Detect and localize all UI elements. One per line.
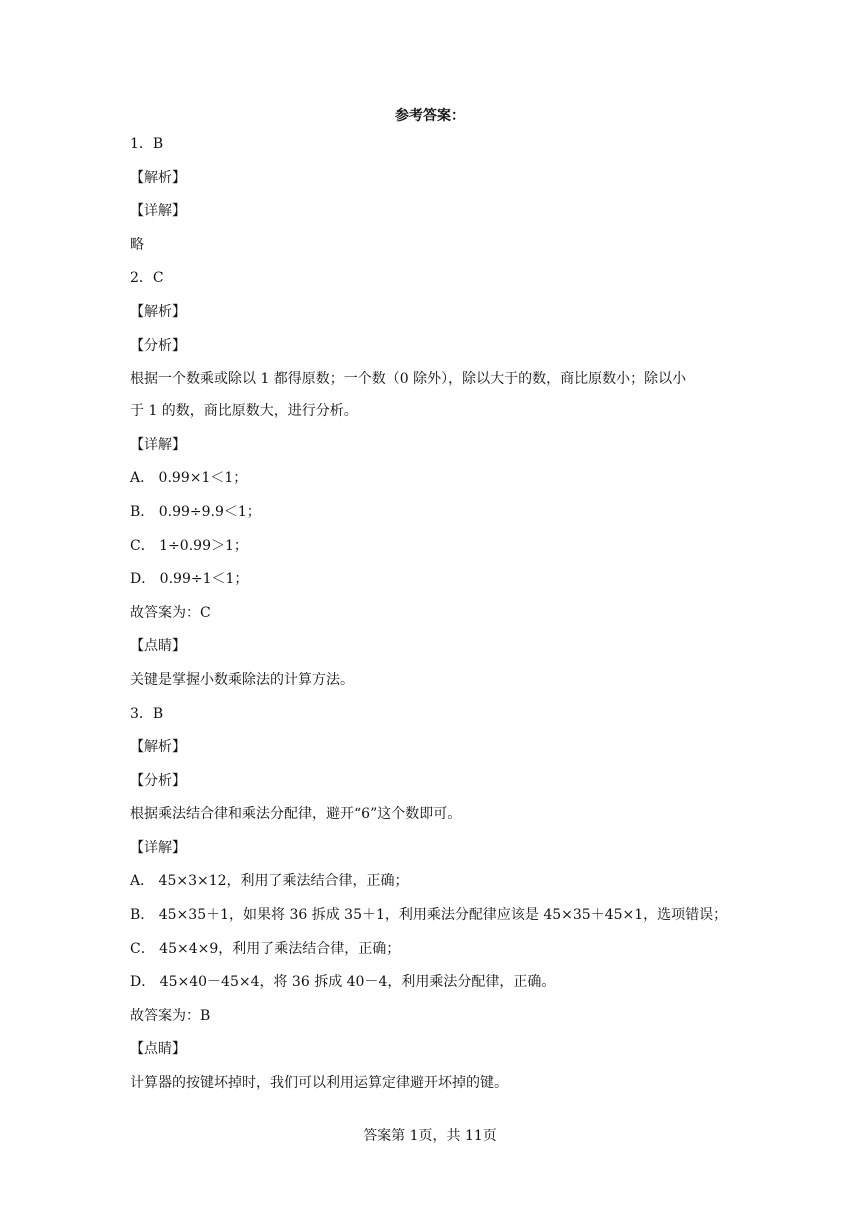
text-line: 计算器的按键坏掉时，我们可以利用运算定律避开坏掉的键。 [130,1075,508,1092]
text-line: 关键是掌握小数乘除法的计算方法。 [130,671,354,688]
text-line: 于 1 的数，商比原数大，进行分析。 [130,403,358,420]
answer-content [130,134,730,1107]
section-label-fenxi: 【分析】 [130,772,186,789]
answer-conclusion: 故答案为：C [130,604,211,621]
section-label-fenxi: 【分析】 [130,337,186,354]
answer-3-heading: 3．B [130,705,164,722]
answer-conclusion: 故答案为：B [130,1007,211,1024]
section-label-xiangjie: 【详解】 [130,839,186,856]
answer-1-heading: 1．B [130,136,164,152]
section-label-xiangjie: 【详解】 [130,436,186,453]
page-footer: 答案第 1页，共 11页 [363,1128,497,1144]
section-label-xiangjie: 【详解】 [130,203,186,220]
section-label-dianjing: 【点睛】 [130,1041,186,1058]
text-line: 根据乘法结合律和乘法分配律，避开“6”这个数即可。 [130,806,462,823]
option-line: D． 45×40－45×4，将 36 拆成 40－4，利用乘法分配律，正确。 [130,974,556,991]
section-label-jiexi: 【解析】 [130,303,186,320]
page-title: 参考答案： [395,108,465,124]
option-line: B． 0.99÷9.9＜1； [130,503,261,520]
answer-2-heading: 2．C [130,270,164,287]
option-line: D． 0.99÷1＜1； [130,571,249,588]
option-line: B． 45×35＋1，如果将 36 拆成 35＋1，利用乘法分配律应该是 45×35＋45×1，选项错误； [130,907,728,924]
text-line: 略 [130,236,144,253]
section-label-jiexi: 【解析】 [130,739,186,756]
option-line: A． 45×3×12，利用了乘法结合律，正确； [130,873,409,890]
section-label-jiexi: 【解析】 [130,169,186,186]
option-line: C． 45×4×9，利用了乘法结合律，正确； [130,940,401,957]
section-label-dianjing: 【点睛】 [130,638,186,655]
text-line: 根据一个数乘或除以 1 都得原数；一个数（0 除外），除以大于的数，商比原数小；除以小 [130,371,687,388]
option-line: A． 0.99×1＜1； [130,470,248,487]
option-line: C． 1÷0.99＞1； [130,537,248,554]
